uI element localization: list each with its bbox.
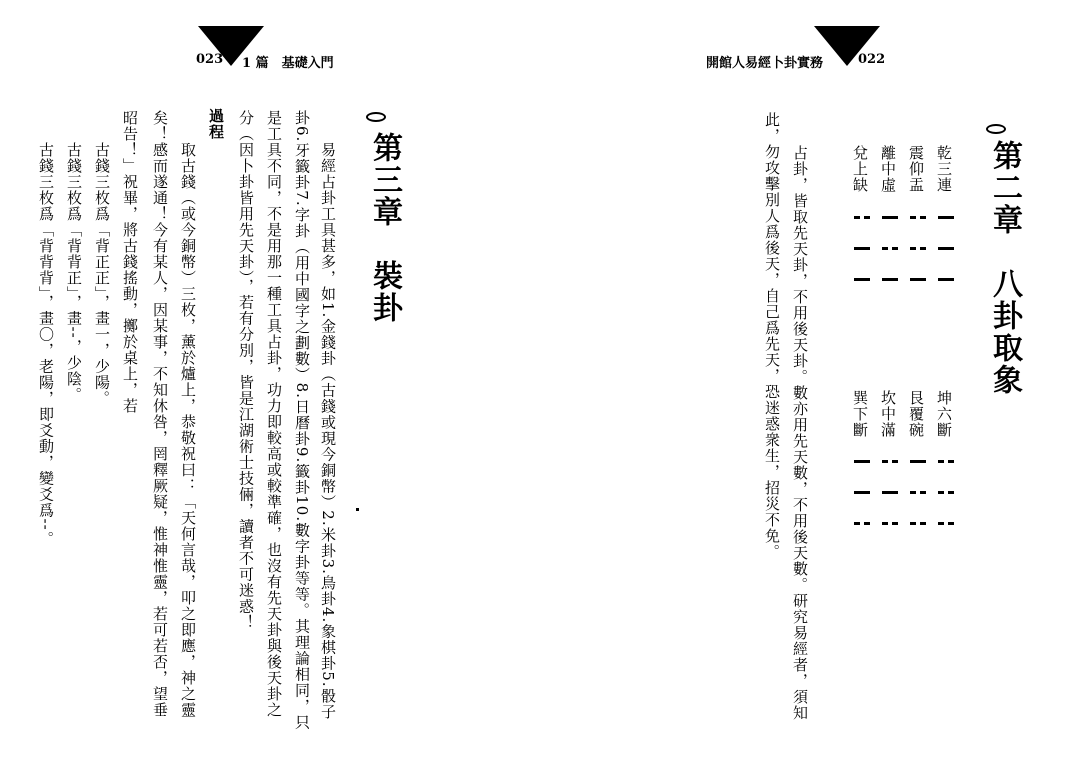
coin-rule-2: 古錢三枚爲「背背正」，畫--，少陰。: [65, 142, 83, 403]
trigram-line-solid: [938, 216, 954, 219]
trigram-label-kan: 坎中滿: [879, 390, 897, 438]
trigram-label-kun: 坤六斷: [935, 390, 953, 438]
left-paragraph-4: 分（因卜卦皆用先天卦），若有分別，皆是江湖術士技倆，讀者不可迷惑！: [237, 110, 255, 631]
left-page-number: 023: [196, 52, 224, 67]
trigram-label-li: 離中虛: [879, 145, 897, 193]
trigram-label-gen: 艮覆碗: [907, 390, 925, 438]
process-label: 過程: [207, 108, 225, 140]
trigram-line-solid: [854, 278, 870, 281]
right-text-1: 占卦，皆取先天卦，不用後天卦。數亦用先天數，不用後天數。研究易經者，須知: [791, 145, 809, 721]
trigram-line-broken: [938, 522, 954, 525]
trigram-line-solid: [938, 247, 954, 250]
coin-rule-3: 古錢三枚爲「背背背」，畫〇，老陽，即爻動，變爻爲--。: [37, 142, 55, 547]
trigram-symbol-kun: [935, 460, 957, 553]
trigram-symbol-gen: [907, 460, 929, 553]
right-chapter-title: 第二章 八卦取象: [987, 140, 1022, 396]
trigram-line-broken: [910, 491, 926, 494]
trigram-symbol-zhen: [907, 216, 929, 309]
scan-speck: [356, 508, 359, 511]
trigram-line-solid: [854, 491, 870, 494]
trigram-line-broken: [882, 460, 898, 463]
left-chapter-ornament: [366, 112, 386, 122]
trigram-line-broken: [938, 460, 954, 463]
left-paragraph-3: 是工具不同，不是用那一種工具占卦，功力即較高或較準確，也沒有先天卦與後天卦之: [265, 110, 283, 718]
trigram-label-qian: 乾三連: [935, 145, 953, 193]
trigram-line-solid: [882, 278, 898, 281]
left-chapter-title: 第三章 裝卦: [367, 132, 402, 324]
process-text-2: 矣！感而遂通！今有某人，因某事，不知休咎，罔釋厥疑，惟神惟靈，若可若否，望垂: [151, 110, 169, 718]
trigram-symbol-dui: [851, 216, 873, 309]
left-paragraph-2: 卦6.牙籤卦7.字卦（用中國字之劃數）8.日曆卦9.籤卦10.數字卦等等。其理論相同，只: [293, 110, 311, 731]
trigram-symbol-kan: [879, 460, 901, 553]
trigram-line-solid: [854, 460, 870, 463]
trigram-label-zhen: 震仰盂: [907, 145, 925, 193]
trigram-line-broken: [854, 216, 870, 219]
right-page-number: 022: [858, 52, 886, 67]
trigram-label-dui: 兌上缺: [851, 145, 869, 193]
trigram-line-broken: [882, 522, 898, 525]
left-section-label: 1 篇 基礎入門: [242, 56, 334, 71]
trigram-label-xun: 巽下斷: [851, 390, 869, 438]
trigram-symbol-qian: [935, 216, 957, 309]
coin-rule-1: 古錢三枚爲「背正正」，畫一，少陽。: [93, 142, 111, 407]
trigram-line-broken: [938, 491, 954, 494]
process-text-1: 取古錢（或今銅幣）三枚，薰於爐上，恭敬祝曰：「天何言哉，叩之即應，神之靈: [179, 142, 197, 718]
trigram-line-broken: [910, 522, 926, 525]
trigram-line-broken: [910, 247, 926, 250]
trigram-line-broken: [882, 247, 898, 250]
trigram-line-broken: [910, 216, 926, 219]
left-paragraph-1: 易經占卦工具甚多，如1.金錢卦（古錢或現今銅幣）2.米卦3.鳥卦4.象棋卦5.骰子: [319, 142, 337, 720]
trigram-line-solid: [854, 247, 870, 250]
trigram-line-solid: [882, 216, 898, 219]
trigram-line-solid: [910, 278, 926, 281]
trigram-symbol-xun: [851, 460, 873, 553]
trigram-line-solid: [910, 460, 926, 463]
process-text-3: 昭告！」祝畢，將古錢搖動，擲於桌上，若: [121, 110, 139, 414]
trigram-line-solid: [882, 491, 898, 494]
trigram-symbol-li: [879, 216, 901, 309]
trigram-line-broken: [854, 522, 870, 525]
right-chapter-ornament: [986, 124, 1006, 134]
trigram-line-solid: [938, 278, 954, 281]
right-book-title: 開館人易經卜卦實務: [706, 56, 824, 71]
right-text-2: 此，勿攻擊別人爲後天，自己爲先天，恐迷惑衆生，招災不免。: [763, 112, 781, 560]
